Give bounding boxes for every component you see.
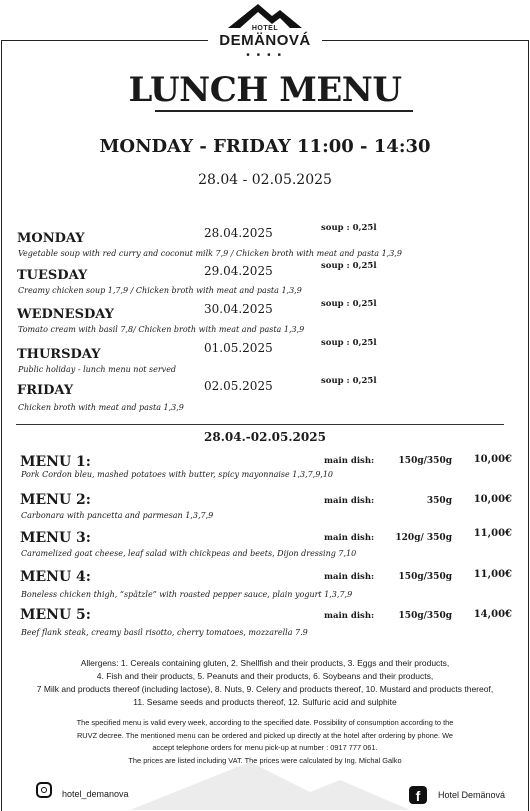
- opening-hours: MONDAY - FRIDAY 11:00 - 14:30: [99, 136, 431, 157]
- menu-label: main dish:: [324, 611, 375, 621]
- page-title: LUNCH MENU: [128, 70, 402, 110]
- allergens-line: 11. Sesame seeds and products thereof, 12. Sulfuric acid and sulphite: [133, 697, 397, 707]
- notice-line: RUVZ decree. The mentioned menu can be ordered and picked up directly at the hotel after ordering by phone. We: [76, 730, 454, 740]
- menu-dish: Caramelized goat cheese, leaf salad with chickpeas and beets, Dijon dressing 7,10: [21, 549, 357, 558]
- menu-dish: Beef flank steak, creamy basil risotto, cherry tomatoes, mozzarella 7.9: [21, 628, 308, 637]
- menu-dish: Carbonara with pancetta and parmesan 1,3,7,9: [21, 511, 214, 520]
- menu-price: 10,00€: [473, 494, 512, 505]
- menu-name: MENU 2:: [20, 492, 91, 508]
- soup-size: soup : 0,25l: [321, 223, 377, 233]
- allergens-line: 7 Milk and products thereof (including lactose), 8. Nuts, 9. Celery and products thereof, 10. Mustard and products thereof,: [36, 684, 494, 694]
- day-date: 30.04.2025: [204, 302, 273, 316]
- day-date: 29.04.2025: [204, 264, 273, 278]
- day-soup-dish: Vegetable soup with red curry and coconut milk 7,9 / Chicken broth with meat and pasta 1,3,9: [18, 249, 402, 258]
- menu-dish: Pork Cordon bleu, mashed potatoes with butter, spicy mayonnaise 1,3,7,9,10: [21, 470, 334, 479]
- menu-weight: 350g: [426, 496, 452, 506]
- notice-line: The prices are listed including VAT. The prices were calculated by Ing. Michal Galko: [128, 755, 402, 765]
- menu-weight: 150g/350g: [398, 611, 452, 621]
- day-date: 02.05.2025: [204, 379, 273, 393]
- menu-name: MENU 5:: [20, 607, 91, 623]
- menu-weight: 150g/350g: [398, 456, 452, 466]
- menu-price: 11,00€: [473, 569, 512, 580]
- menu-label: main dish:: [324, 572, 375, 582]
- allergens-line: Allergens: 1. Cereals containing gluten, 2. Shellfish and their products, 3. Eggs and their products,: [80, 658, 450, 668]
- day-date: 28.04.2025: [204, 226, 273, 240]
- day-soup-dish: Public holiday - lunch menu not served: [18, 365, 177, 374]
- menu-name: MENU 3:: [20, 530, 91, 546]
- soup-size: soup : 0,25l: [321, 261, 377, 271]
- logo-name-text: DEMÄNOVÁ: [219, 32, 311, 49]
- menu-notice: [0, 717, 530, 767]
- day-date: 01.05.2025: [204, 341, 273, 355]
- menu-price: 11,00€: [473, 528, 512, 539]
- menu-label: main dish:: [324, 496, 375, 506]
- menu-label: main dish:: [324, 533, 375, 543]
- menu-price: 14,00€: [473, 609, 512, 620]
- day-name: MONDAY: [17, 231, 85, 246]
- menu-weight: 120g/ 350g: [395, 533, 452, 543]
- mountain-watermark-icon: [70, 762, 450, 810]
- week-range: 28.04.-02.05.2025: [204, 430, 326, 444]
- day-soup-dish: Creamy chicken soup 1,7,9 / Chicken broth with meat and pasta 1,3,9: [18, 286, 302, 295]
- facebook-page-name[interactable]: Hotel Demänová: [438, 790, 506, 800]
- day-soup-dish: Tomato cream with basil 7,8/ Chicken broth with meat and pasta 1,3,9: [18, 325, 305, 334]
- day-name: TUESDAY: [17, 268, 88, 283]
- menu-label: main dish:: [324, 456, 375, 466]
- menu-name: MENU 1:: [20, 454, 91, 470]
- facebook-icon[interactable]: f: [409, 786, 427, 804]
- notice-line: The specified menu is valid every week, according to the specified date. Possibility of consumption according to the: [76, 718, 454, 727]
- instagram-handle[interactable]: hotel_demanova: [62, 789, 129, 799]
- hotel-logo: [208, 0, 322, 64]
- menu-dish: Boneless chicken thigh, “spätzle” with roasted pepper sauce, plain yogurt 1,3,7,9: [21, 590, 353, 599]
- notice-line: accept telephone orders for menu pick-up at number : 0917 777 061.: [152, 743, 378, 752]
- allergens-line: 4. Fish and their products, 5. Peanuts and their products, 6. Soybeans and their products,: [96, 671, 434, 681]
- title-underline: [155, 110, 413, 112]
- day-name: FRIDAY: [17, 383, 74, 398]
- soup-size: soup : 0,25l: [321, 376, 377, 386]
- instagram-icon[interactable]: [36, 782, 52, 798]
- section-divider: [16, 424, 504, 425]
- menu-weight: 150g/350g: [398, 572, 452, 582]
- menu-period: 28.04 - 02.05.2025: [198, 172, 332, 188]
- day-soup-dish: Chicken broth with meat and pasta 1,3,9: [18, 403, 184, 412]
- logo-hotel-text: HOTEL: [251, 25, 279, 32]
- logo-dots: ■ ■ ■ ■: [246, 52, 284, 58]
- day-name: WEDNESDAY: [17, 307, 114, 322]
- menu-price: 10,00€: [473, 454, 512, 465]
- soup-size: soup : 0,25l: [321, 338, 377, 348]
- soup-size: soup : 0,25l: [321, 299, 377, 309]
- menu-name: MENU 4:: [20, 569, 91, 585]
- day-name: THURSDAY: [17, 347, 101, 362]
- allergens-info: [0, 657, 530, 709]
